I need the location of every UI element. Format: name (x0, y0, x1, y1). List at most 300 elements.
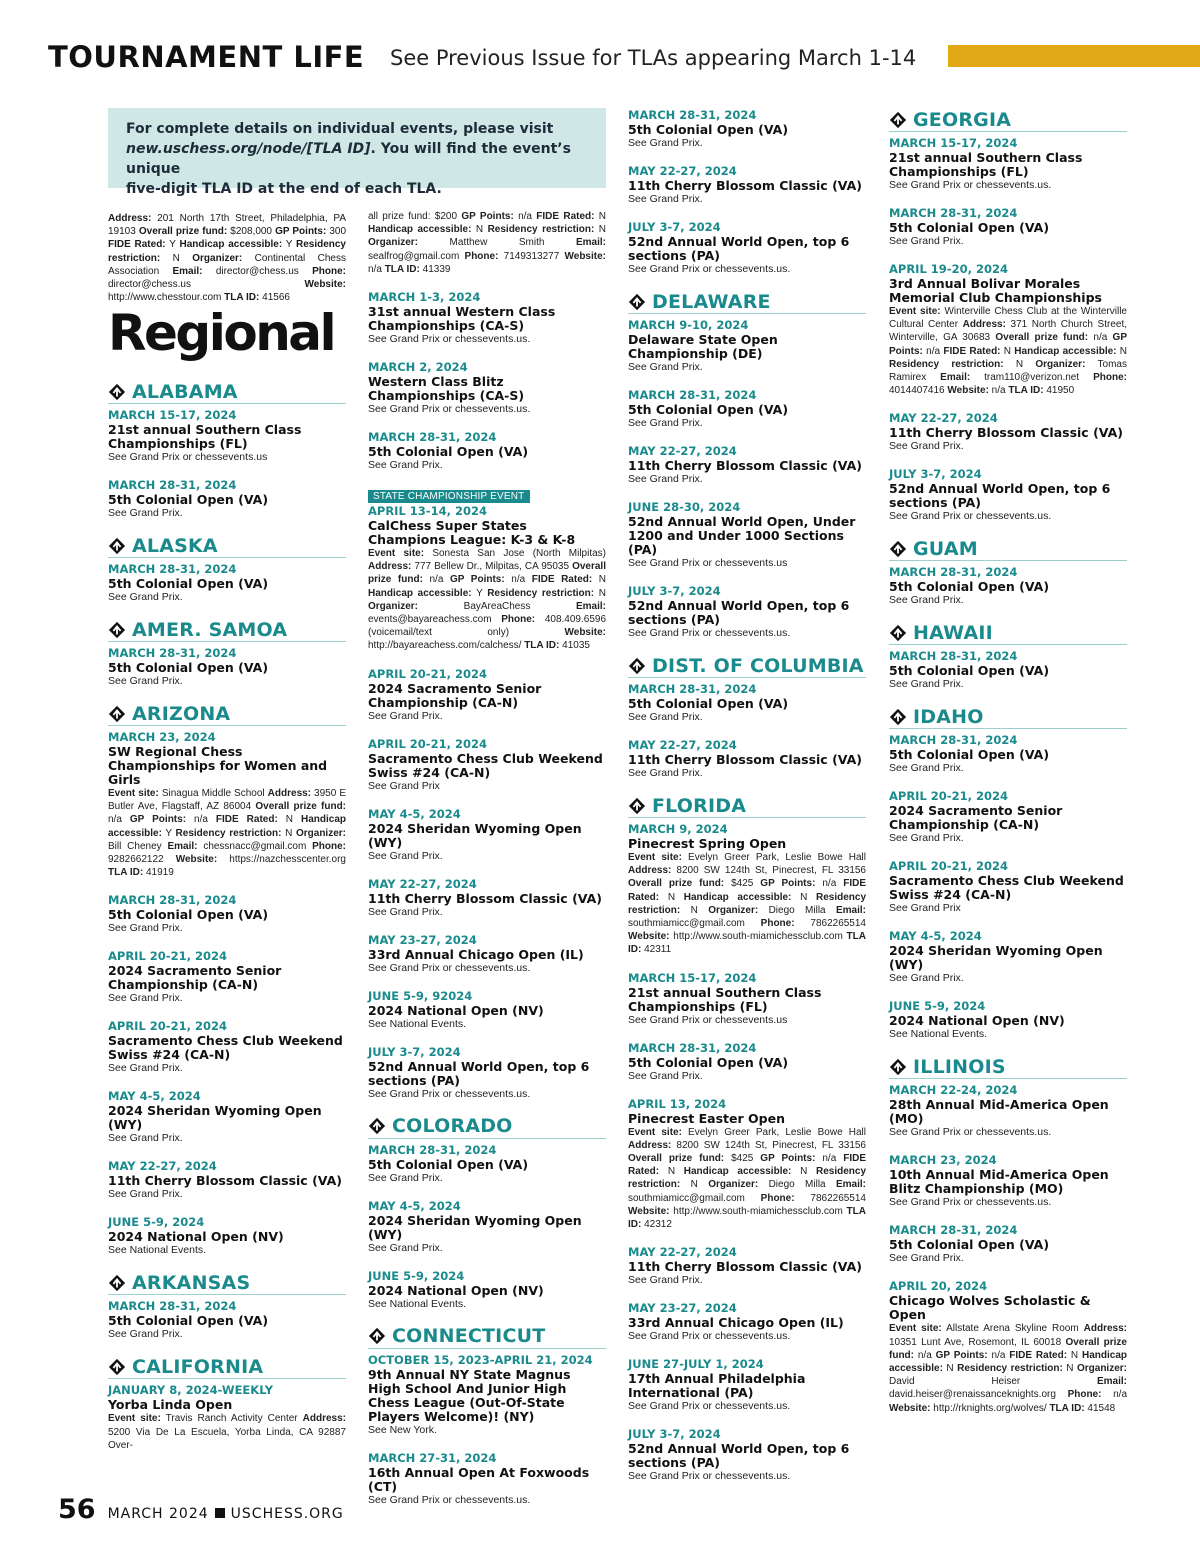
state-marker-icon (108, 705, 126, 723)
state-championship-badge: STATE CHAMPIONSHIP EVENT (368, 490, 530, 503)
state-marker-icon (628, 657, 646, 675)
event-title: Chicago Wolves Scholastic & Open (889, 1293, 1091, 1323)
event-title: 5th Colonial Open (VA) (628, 402, 789, 417)
event-note: See Grand Prix. (628, 361, 703, 373)
event-title: 11th Cherry Blossom Classic (VA) (628, 1259, 862, 1275)
event-note: See Grand Prix (889, 902, 961, 915)
event-title: 52nd Annual World Open, top 6 sections (PA) (368, 1058, 590, 1088)
event-title: 5th Colonial Open (VA) (108, 660, 269, 675)
event-note: See Grand Prix or chessevents.us. (368, 333, 531, 346)
event-note: See Grand Prix or chessevents.us. (628, 263, 791, 275)
event-title: SW Regional Chess Championships for Women and Girls (108, 744, 328, 787)
event-date: MAY 22-27, 2024 (628, 164, 737, 178)
event-listing (368, 737, 606, 793)
event-title: 31st annual Western Class Championships (CA-S) (368, 304, 556, 334)
event-note: See Grand Prix or chessevents.us. (889, 510, 1052, 523)
event-title: 2024 Sheridan Wyoming Open (WY) (368, 820, 582, 850)
event-listing (368, 1269, 606, 1311)
event-date: MARCH 28-31, 2024 (889, 206, 1018, 220)
event-listing (368, 1199, 606, 1255)
event-date: MARCH 28-31, 2024 (108, 562, 237, 576)
state-heading (628, 794, 866, 818)
event-listing (108, 949, 346, 1005)
event-date: MARCH 28-31, 2024 (628, 108, 757, 122)
event-details: Event site: Evelyn Greer Park, Leslie Bowe Hall Address: 8200 SW 124th St, Pinecrest, FL 33156 Overall prize fund: $425 GP Points: n/a FIDE Rated: N Handicap accessible: N Residency restriction: N Organizer: Diego Milla Email: southmiamicc@gmail.com Phone: 7862265514 Website: http://www.south-miamichessclub.com TLA ID: 42311 (628, 852, 867, 956)
event-title: 5th Colonial Open (VA) (368, 1156, 529, 1172)
event-title: 5th Colonial Open (VA) (628, 1054, 789, 1070)
event-note: See Grand Prix. (368, 1171, 443, 1184)
event-listing (368, 486, 606, 653)
event-note: See Grand Prix. (108, 591, 183, 603)
event-note: See Grand Prix or chessevents.us (108, 451, 268, 463)
event-date: MARCH 2, 2024 (368, 360, 468, 375)
event-date: OCTOBER 15, 2023-APRIL 21, 2024 (368, 1352, 593, 1367)
event-note: See Grand Prix or chessevents.us. (368, 1493, 531, 1506)
state-heading (368, 1325, 606, 1349)
state-heading (889, 108, 1127, 132)
event-title: CalChess Super States Champions League: K-3 & K-8 (368, 518, 576, 548)
event-date: MARCH 15-17, 2024 (628, 970, 757, 985)
event-note: See National Events. (368, 1297, 467, 1310)
event-listing (628, 1245, 866, 1287)
state-name: GEORGIA (913, 108, 1012, 131)
event-note: See Grand Prix. (889, 440, 964, 453)
event-listing (628, 1041, 866, 1083)
event-title: 5th Colonial Open (VA) (628, 696, 789, 711)
header-accent-bar (948, 45, 1200, 67)
event-title: 52nd Annual World Open, top 6 sections (PA) (628, 1441, 850, 1471)
event-date: APRIL 13, 2024 (628, 1096, 727, 1111)
event-note: See Grand Prix. (368, 1241, 443, 1254)
event-listing (889, 1279, 1127, 1414)
event-details: Event site: Sonesta San Jose (North Milpitas) Address: 777 Bellew Dr., Milpitas, CA 95035 Overall prize fund: n/a GP Points: n/a FIDE Rated: N Handicap accessible: Y Residency restriction: N Organizer: BayAreaChess Email: events@bayareachess.com Phone: 408.409.6596 (voicemail/text only) Website: http://bayareachess.com/calchess/ TLA ID: 41035 (368, 548, 607, 652)
event-note: See Grand Prix. (628, 193, 703, 205)
event-date: APRIL 19-20, 2024 (889, 262, 1008, 276)
event-title: 21st annual Southern Class Championships (FL) (108, 422, 302, 451)
event-title: 5th Colonial Open (VA) (108, 1313, 269, 1329)
event-title: Sacramento Chess Club Weekend Swiss #24 (CA-N) (368, 750, 603, 780)
event-listing (368, 1045, 606, 1101)
event-date: APRIL 20-21, 2024 (889, 859, 1008, 874)
event-date: MARCH 28-31, 2024 (889, 649, 1018, 664)
state-name: HAWAII (913, 621, 993, 644)
state-heading (889, 537, 1127, 561)
event-title: 11th Cherry Blossom Classic (VA) (628, 752, 862, 767)
page-footer (58, 1494, 344, 1526)
event-date: JUNE 5-9, 2024 (368, 1268, 465, 1283)
event-date: MARCH 28-31, 2024 (368, 1142, 497, 1157)
event-listing (628, 822, 866, 957)
event-date: MAY 22-27, 2024 (628, 1245, 737, 1260)
event-date: JUNE 5-9, 2024 (108, 1215, 205, 1230)
state-heading (108, 618, 346, 642)
event-note: See Grand Prix. (889, 762, 964, 775)
event-title: 11th Cherry Blossom Classic (VA) (108, 1173, 342, 1189)
event-note: See Grand Prix. (108, 507, 183, 519)
event-note: See Grand Prix. (628, 711, 703, 723)
event-date: MAY 22-27, 2024 (628, 738, 737, 752)
event-date: JUNE 5-9, 92024 (368, 988, 473, 1003)
state-heading (368, 1115, 606, 1139)
event-listing (628, 108, 866, 150)
event-title: 9th Annual NY State Magnus High School And Junior High Chess League (Out-Of-State Players Welcome)! (NY) (368, 1366, 571, 1424)
info-url-link[interactable]: new.uschess.org/node/[TLA ID] (126, 141, 371, 157)
event-date: MARCH 15-17, 2024 (108, 408, 237, 422)
event-listing (628, 971, 866, 1027)
event-date: APRIL 20-21, 2024 (108, 949, 227, 964)
event-listing (368, 360, 606, 416)
event-title: Yorba Linda Open (108, 1397, 233, 1413)
state-heading (108, 702, 346, 726)
page-number: 56 (58, 1494, 96, 1525)
state-name: ARKANSAS (132, 1271, 251, 1294)
event-title: 10th Annual Mid-America Open Blitz Championship (MO) (889, 1167, 1109, 1197)
event-date: MARCH 28-31, 2024 (108, 1299, 237, 1314)
event-note: See Grand Prix or chessevents.us. (368, 961, 531, 974)
event-date: MARCH 28-31, 2024 (108, 646, 237, 660)
event-listing (889, 733, 1127, 775)
event-note: See Grand Prix. (889, 972, 964, 985)
event-listing (889, 565, 1127, 607)
event-note: See Grand Prix. (368, 709, 443, 722)
info-box (108, 108, 606, 197)
event-date: JULY 3-7, 2024 (628, 220, 721, 234)
event-note: See Grand Prix or chessevents.us. (368, 1087, 531, 1100)
event-note: See Grand Prix or chessevents.us (628, 1013, 788, 1026)
event-title: 52nd Annual World Open, Under 1200 and Under 1000 Sections (PA) (628, 514, 856, 557)
event-note: See Grand Prix. (368, 905, 443, 918)
event-note: See Grand Prix. (108, 922, 183, 935)
state-heading (889, 705, 1127, 729)
state-heading (108, 380, 346, 404)
event-date: JUNE 27-JULY 1, 2024 (628, 1357, 764, 1372)
event-title: 28th Annual Mid-America Open (MO) (889, 1097, 1109, 1127)
event-date: MARCH 1-3, 2024 (368, 290, 481, 305)
event-title: Pinecrest Easter Open (628, 1110, 785, 1126)
event-listing (889, 262, 1127, 397)
event-listing (628, 1301, 866, 1343)
event-details: Event site: Winterville Chess Club at the Winterville Cultural Center Address: 371 North Church Street, Winterville, GA 30683 Overall prize fund: n/a GP Points: n/a FIDE Rated: N Handicap accessible: N Residency restriction: N Organizer: Tomas Ramirex Email: tram110@verizon.net Phone: 4014407416 Website: n/a TLA ID: 41950 (889, 306, 1128, 397)
event-note: See National Events. (368, 1017, 467, 1030)
event-date: JULY 3-7, 2024 (628, 1427, 721, 1442)
event-date: MAY 23-27, 2024 (628, 1301, 737, 1316)
event-date: MARCH 28-31, 2024 (628, 388, 757, 402)
event-listing (368, 807, 606, 863)
state-name: ILLINOIS (913, 1055, 1006, 1078)
state-marker-icon (108, 1274, 126, 1292)
event-title: 3rd Annual Bolivar Morales Memorial Club Championships (889, 276, 1102, 305)
event-listing (889, 1223, 1127, 1265)
event-note: See Grand Prix. (628, 137, 703, 149)
event-listing (889, 929, 1127, 985)
event-listing (889, 649, 1127, 691)
event-details: Event site: Travis Ranch Activity Center Address: 5200 Via De La Escuela, Yorba Linda, CA 92887 Over- (108, 1413, 346, 1451)
state-name: ARIZONA (132, 702, 231, 725)
event-note: See Grand Prix. (889, 594, 964, 607)
event-title: 2024 National Open (NV) (368, 1002, 544, 1018)
event-title: Pinecrest Spring Open (628, 836, 787, 851)
event-note: See Grand Prix. (628, 1274, 703, 1287)
event-listing (368, 667, 606, 723)
event-title: 11th Cherry Blossom Classic (VA) (628, 178, 862, 193)
event-title: 11th Cherry Blossom Classic (VA) (628, 458, 862, 473)
event-title: 5th Colonial Open (VA) (889, 579, 1050, 595)
event-listing (889, 1083, 1127, 1139)
event-date: MARCH 23, 2024 (108, 730, 216, 744)
event-title: 5th Colonial Open (VA) (108, 576, 269, 591)
footer-square-icon (215, 1508, 225, 1518)
event-title: 52nd Annual World Open, top 6 sections (PA) (628, 598, 850, 627)
column-1 (108, 380, 346, 1466)
event-date: MAY 4-5, 2024 (889, 929, 982, 944)
event-listing (368, 1451, 606, 1507)
event-listing (889, 206, 1127, 248)
event-note: See Grand Prix or chessevents.us. (628, 1400, 791, 1413)
event-title: 33rd Annual Chicago Open (IL) (368, 946, 584, 962)
event-date: MARCH 28-31, 2024 (108, 893, 237, 908)
event-listing (889, 789, 1127, 845)
event-date: JULY 3-7, 2024 (889, 467, 982, 482)
event-date: MARCH 28-31, 2024 (628, 682, 757, 696)
event-title: 2024 Sheridan Wyoming Open (WY) (368, 1212, 582, 1242)
state-marker-icon (889, 1058, 907, 1076)
event-title: 16th Annual Open At Foxwoods (CT) (368, 1464, 590, 1494)
event-listing (108, 730, 346, 879)
event-note: See Grand Prix. (108, 1062, 183, 1075)
column-3 (628, 108, 866, 1497)
event-listing (368, 1143, 606, 1185)
event-title: 5th Colonial Open (VA) (889, 747, 1050, 763)
event-listing (628, 584, 866, 640)
event-date: MAY 22-27, 2024 (628, 444, 737, 458)
event-date: APRIL 20-21, 2024 (108, 1019, 227, 1034)
event-note: See Grand Prix or chessevents.us. (889, 1126, 1052, 1139)
event-title: Sacramento Chess Club Weekend Swiss #24 (CA-N) (108, 1033, 343, 1063)
event-date: JULY 3-7, 2024 (368, 1044, 461, 1059)
event-date: MARCH 22-24, 2024 (889, 1083, 1018, 1098)
event-details: Event site: Allstate Arena Skyline Room Address: 10351 Lunt Ave, Rosemont, IL 60018 Overall prize fund: n/a GP Points: n/a FIDE Rated: N Handicap accessible: N Residency restriction: N Organizer: David Heiser Email: david.heiser@renaissanceknights.org Phone: n/a Website: http://rknights.org/wolves/ TLA ID: 41548 (889, 1323, 1127, 1414)
state-marker-icon (368, 1117, 386, 1135)
event-note: See Grand Prix. (368, 849, 443, 862)
event-date: MAY 4-5, 2024 (368, 806, 461, 821)
event-note: See Grand Prix. (108, 675, 183, 687)
event-listing (628, 682, 866, 724)
state-name: ALABAMA (132, 380, 238, 403)
state-heading (108, 534, 346, 558)
event-listing (108, 1215, 346, 1257)
event-note: See National Events. (889, 1028, 988, 1041)
event-listing (108, 562, 346, 604)
event-note: See Grand Prix (368, 779, 440, 792)
event-date: MAY 4-5, 2024 (108, 1089, 201, 1104)
event-date: MARCH 23, 2024 (889, 1153, 997, 1168)
event-listing (108, 1159, 346, 1201)
event-listing (368, 877, 606, 919)
event-date: MARCH 28-31, 2024 (628, 1040, 757, 1055)
event-date: APRIL 20, 2024 (889, 1279, 988, 1294)
event-title: 2024 Sacramento Senior Championship (CA-N) (368, 680, 542, 710)
event-note: See New York. (368, 1423, 437, 1436)
state-marker-icon (889, 708, 907, 726)
state-heading (628, 290, 866, 314)
column-2 (368, 210, 606, 1521)
event-note: See Grand Prix or chessevents.us. (889, 1196, 1052, 1209)
event-listing (368, 933, 606, 975)
state-marker-icon (108, 621, 126, 639)
state-heading (108, 1355, 346, 1379)
event-title: 5th Colonial Open (VA) (108, 492, 269, 507)
event-listing (108, 1019, 346, 1075)
state-heading (889, 1055, 1127, 1079)
event-listing (889, 411, 1127, 453)
state-marker-icon (889, 540, 907, 558)
event-note: See Grand Prix or chessevents.us. (628, 1470, 791, 1483)
event-date: JANUARY 8, 2024-WEEKLY (108, 1383, 274, 1398)
event-listing (889, 999, 1127, 1041)
event-title: Delaware State Open Championship (DE) (628, 332, 778, 361)
section-title: Regional (108, 304, 335, 362)
state-name: COLORADO (392, 1115, 513, 1138)
event-listing (628, 318, 866, 374)
event-title: 2024 Sheridan Wyoming Open (WY) (889, 943, 1103, 973)
event-title: 21st annual Southern Class Championships (FL) (889, 150, 1083, 179)
event-title: 11th Cherry Blossom Classic (VA) (889, 425, 1123, 441)
info-line-1: For complete details on individual events, please visit (126, 121, 554, 137)
column-4 (889, 108, 1127, 1429)
event-date: MAY 22-27, 2024 (368, 876, 477, 891)
event-date: MARCH 28-31, 2024 (368, 430, 497, 445)
event-date: MARCH 28-31, 2024 (889, 1223, 1018, 1238)
event-note: See Grand Prix or chessevents.us (628, 557, 788, 569)
event-title: 5th Colonial Open (VA) (889, 663, 1050, 679)
event-listing (889, 467, 1127, 523)
event-listing (889, 859, 1127, 915)
event-note: See Grand Prix. (108, 1132, 183, 1145)
state-marker-icon (628, 797, 646, 815)
event-date: JUNE 28-30, 2024 (628, 500, 741, 514)
event-title: 5th Colonial Open (VA) (889, 220, 1050, 235)
event-title: 2024 Sheridan Wyoming Open (WY) (108, 1103, 322, 1133)
event-listing (368, 1353, 606, 1437)
event-title: 52nd Annual World Open, top 6 sections (PA) (628, 234, 850, 263)
page-header (48, 40, 1200, 80)
event-listing (108, 646, 346, 688)
state-heading (108, 1271, 346, 1295)
state-marker-icon (368, 1327, 386, 1345)
event-listing (368, 290, 606, 346)
state-name: FLORIDA (652, 794, 747, 817)
event-note: See Grand Prix or chessevents.us. (889, 179, 1052, 191)
event-listing (108, 408, 346, 464)
event-note: See Grand Prix. (889, 235, 964, 247)
event-title: 33rd Annual Chicago Open (IL) (628, 1315, 844, 1331)
event-date: MARCH 28-31, 2024 (889, 733, 1018, 748)
event-title: 52nd Annual World Open, top 6 sections (PA) (889, 481, 1111, 511)
continued-tla-text: Address: 201 North 17th Street, Philadelphia, PA 19103 Overall prize fund: $208,000 GP Points: 300 FIDE Rated: Y Handicap accessible: Y Residency restriction: N Organizer: Continental Chess Association Email: director@chess.us Phone: director@chess.us Website: http://www.chesstour.com TLA ID: 41566 (108, 213, 347, 304)
state-name: IDAHO (913, 705, 984, 728)
event-note: See Grand Prix. (368, 459, 443, 472)
event-title: 2024 Sacramento Senior Championship (CA-N) (889, 803, 1063, 833)
event-note: See Grand Prix. (108, 1188, 183, 1201)
state-heading (628, 654, 866, 678)
event-listing (628, 1427, 866, 1483)
event-title: 2024 Sacramento Senior Championship (CA-N) (108, 963, 282, 993)
event-date: JULY 3-7, 2024 (628, 584, 721, 598)
event-date: MARCH 27-31, 2024 (368, 1450, 497, 1465)
event-listing (628, 444, 866, 486)
state-name: GUAM (913, 537, 978, 560)
event-date: MAY 22-27, 2024 (108, 1159, 217, 1174)
state-heading (889, 621, 1127, 645)
event-date: MAY 23-27, 2024 (368, 932, 477, 947)
event-title: Sacramento Chess Club Weekend Swiss #24 (CA-N) (889, 873, 1124, 903)
event-date: JUNE 5-9, 2024 (889, 999, 986, 1014)
event-date: MARCH 28-31, 2024 (108, 478, 237, 492)
event-listing (108, 893, 346, 935)
state-marker-icon (889, 111, 907, 129)
event-date: MAY 22-27, 2024 (889, 411, 998, 426)
event-note: See Grand Prix or chessevents.us. (628, 627, 791, 639)
event-listing (628, 1097, 866, 1232)
event-details: Event site: Evelyn Greer Park, Leslie Bowe Hall Address: 8200 SW 124th St, Pinecrest, FL 33156 Overall prize fund: $425 GP Points: n/a FIDE Rated: N Handicap accessible: N Residency restriction: N Organizer: Diego Milla Email: southmiamicc@gmail.com Phone: 7862265514 Website: http://www.south-miamichessclub.com TLA ID: 42312 (628, 1126, 867, 1231)
event-note: See Grand Prix. (108, 992, 183, 1005)
footer-site-link[interactable]: USCHESS.ORG (230, 1506, 344, 1522)
event-listing (628, 220, 866, 276)
event-listing (108, 1089, 346, 1145)
event-listing (368, 430, 606, 472)
event-title: 2024 National Open (NV) (889, 1013, 1065, 1029)
event-note: See National Events. (108, 1244, 207, 1257)
event-title: 21st annual Southern Class Championships (FL) (628, 984, 822, 1014)
event-date: APRIL 13-14, 2024 (368, 504, 487, 519)
event-details: Event site: Sinagua Middle School Address: 3950 E Butler Ave, Flagstaff, AZ 86004 Overall prize fund: n/a GP Points: n/a FIDE Rated: N Handicap accessible: Y Residency restriction: N Organizer: Bill Cheney Email: chessnacc@gmail.com Phone: 9282662122 Website: https://nazchesscenter.org TLA ID: 41919 (108, 788, 347, 879)
footer-month: MARCH 2024 (107, 1506, 209, 1522)
event-note: See Grand Prix. (108, 1328, 183, 1341)
event-note: See Grand Prix. (889, 678, 964, 691)
state-name: DIST. OF COLUMBIA (652, 654, 864, 677)
event-listing (628, 164, 866, 206)
event-listing (628, 388, 866, 430)
event-date: APRIL 20-21, 2024 (368, 666, 487, 681)
state-marker-icon (889, 624, 907, 642)
event-note: See Grand Prix. (889, 1252, 964, 1265)
event-listing (889, 136, 1127, 192)
state-marker-icon (108, 383, 126, 401)
event-note: See Grand Prix. (628, 767, 703, 779)
event-date: MARCH 9, 2024 (628, 822, 728, 836)
state-marker-icon (108, 537, 126, 555)
event-note: See Grand Prix or chessevents.us. (628, 1330, 791, 1343)
event-date: MARCH 9-10, 2024 (628, 318, 749, 332)
event-date: MAY 4-5, 2024 (368, 1198, 461, 1213)
event-note: See Grand Prix. (628, 473, 703, 485)
event-title: 2024 National Open (NV) (108, 1229, 284, 1245)
event-listing (628, 1357, 866, 1413)
event-listing (108, 1299, 346, 1341)
event-listing (628, 738, 866, 780)
event-title: 5th Colonial Open (VA) (889, 1237, 1050, 1253)
event-date: APRIL 20-21, 2024 (889, 789, 1008, 804)
event-note: See Grand Prix. (628, 417, 703, 429)
state-name: CALIFORNIA (132, 1355, 264, 1378)
event-listing (628, 500, 866, 570)
state-name: ALASKA (132, 534, 218, 557)
event-date: MARCH 15-17, 2024 (889, 136, 1018, 150)
event-title: 11th Cherry Blossom Classic (VA) (368, 890, 602, 906)
event-note: See Grand Prix or chessevents.us. (368, 403, 531, 416)
event-details: all prize fund: $200 GP Points: n/a FIDE Rated: N Handicap accessible: N Residency restriction: N Organizer: Matthew Smith Email: sealfrog@gmail.com Phone: 7149313277 Website: n/a TLA ID: 41339 (368, 211, 607, 275)
event-listing (108, 478, 346, 520)
